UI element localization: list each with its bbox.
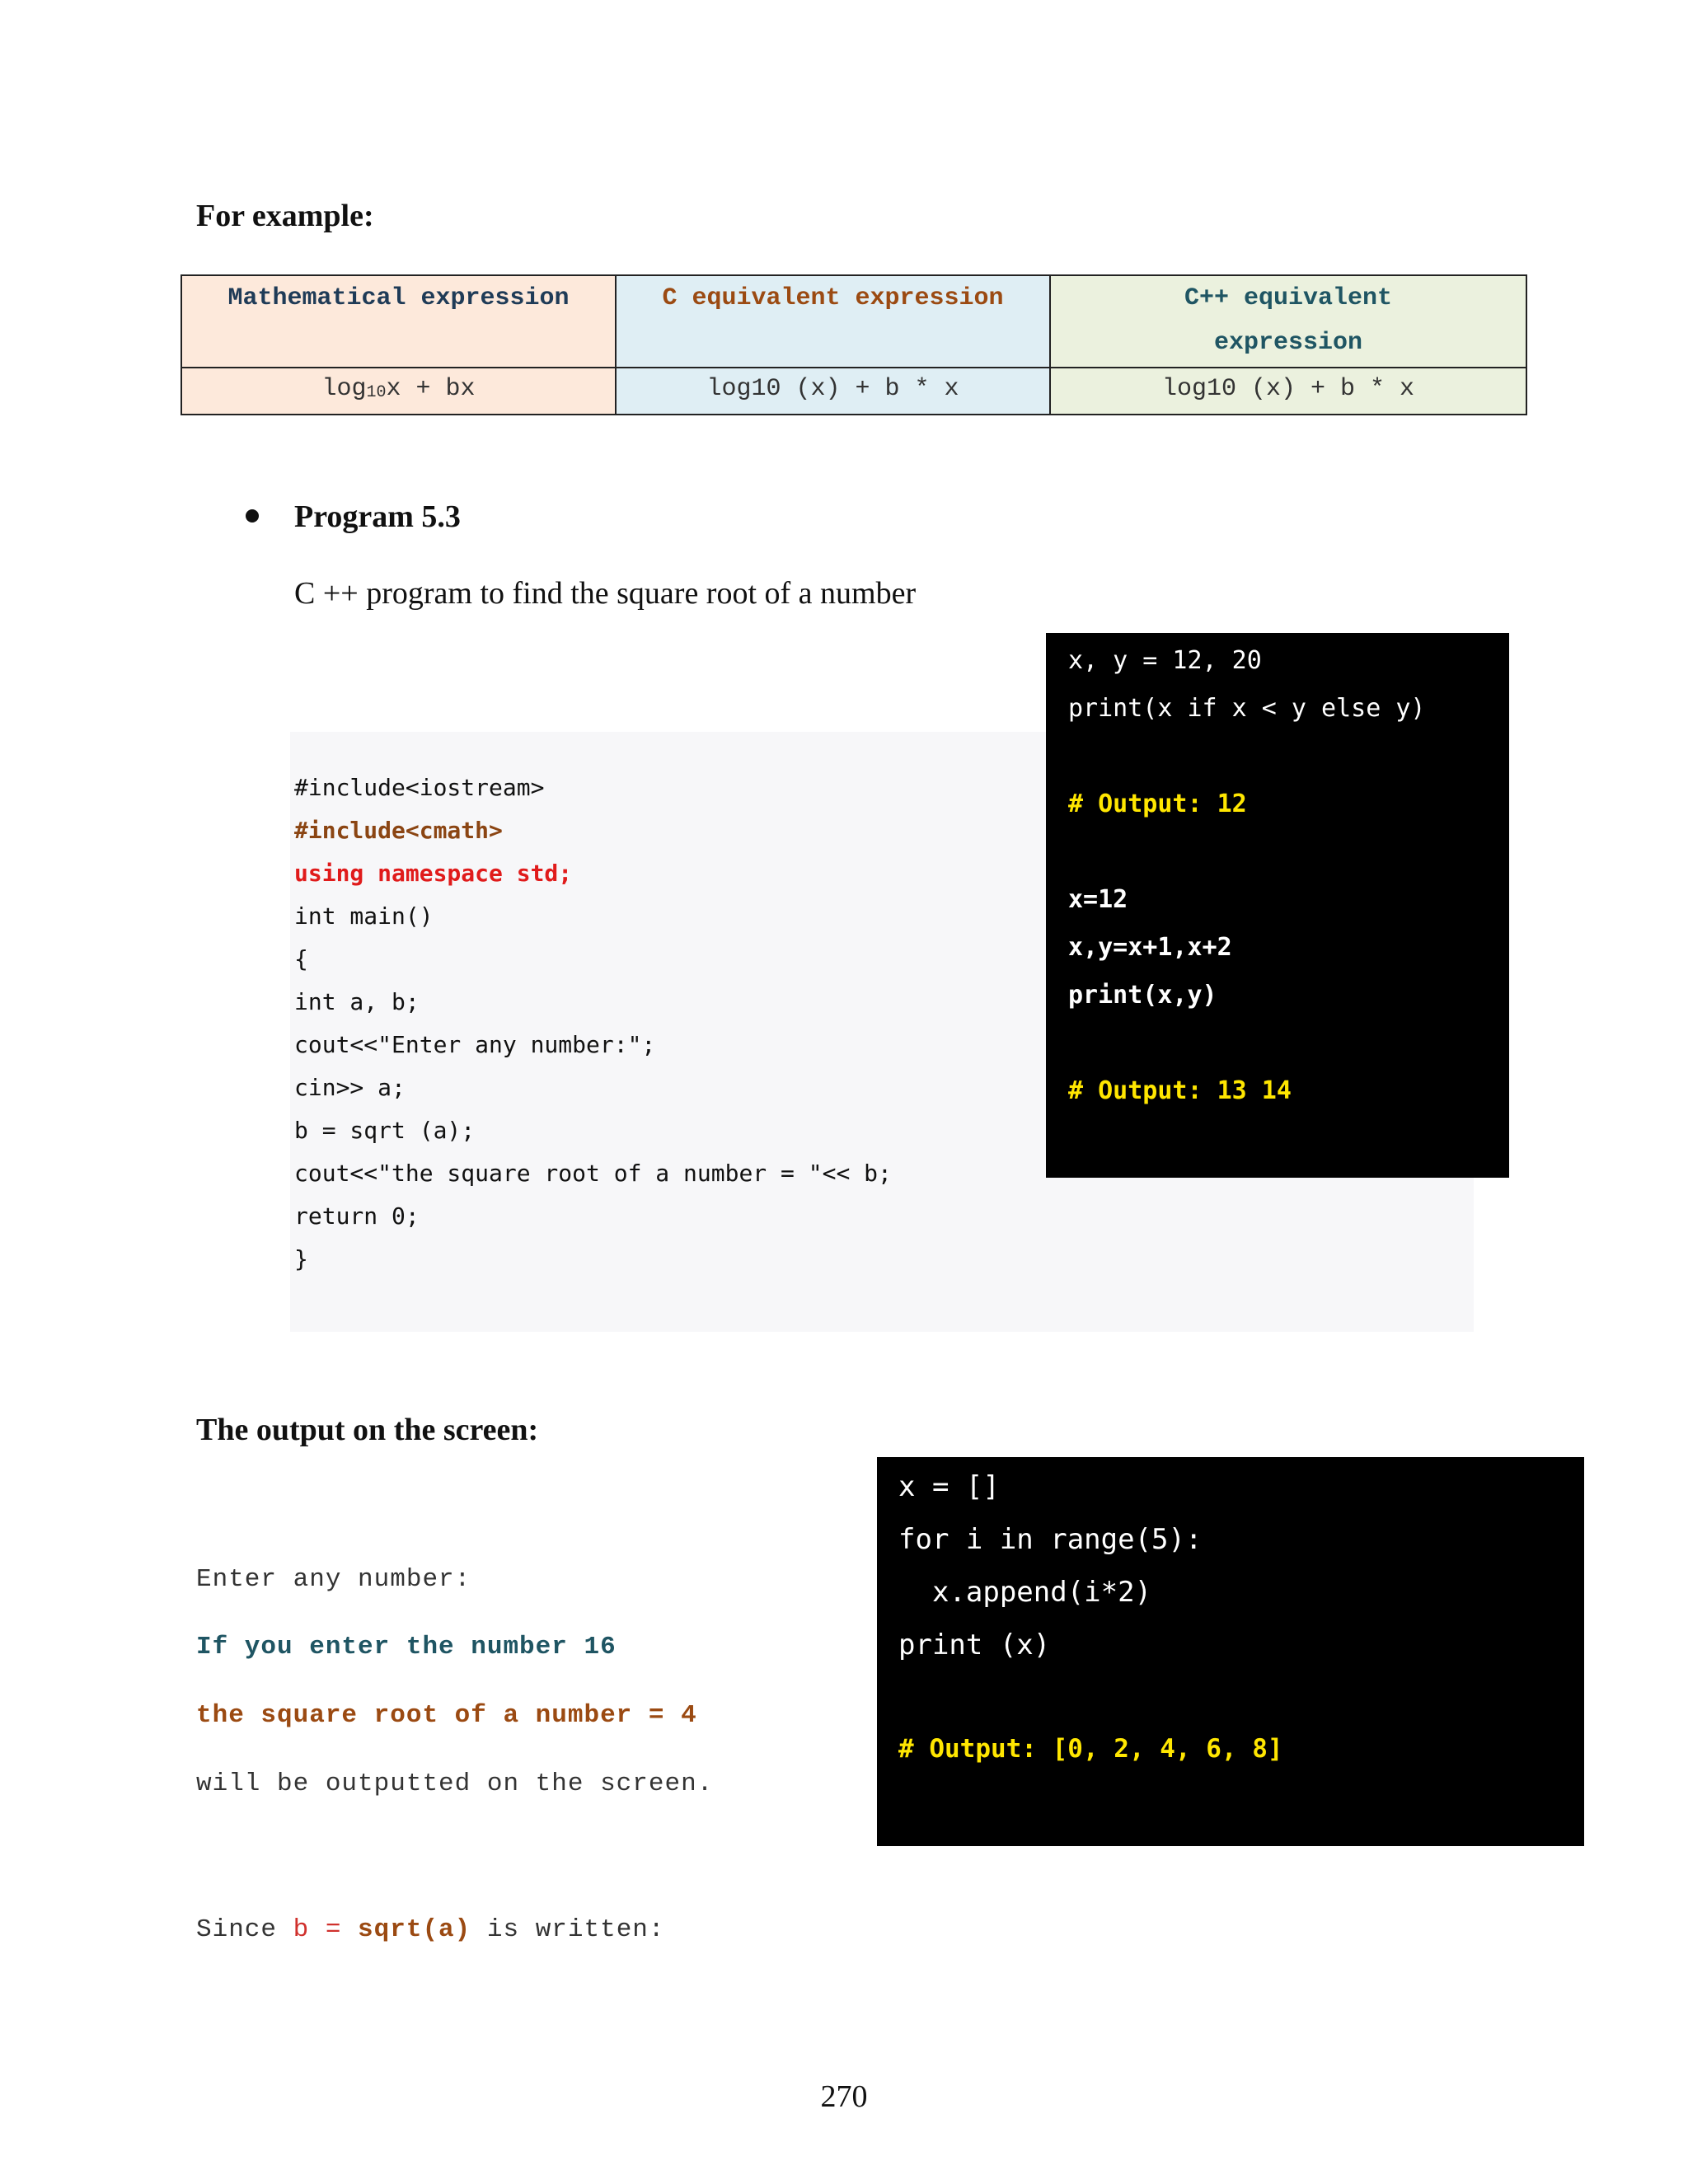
header-c-expression xyxy=(616,275,1050,368)
header-math-label: Mathematical expression xyxy=(227,284,570,312)
cell-math-expression xyxy=(181,368,616,415)
output-line-square-root: the square root of a number = 4 xyxy=(196,1701,697,1730)
header-math-expression xyxy=(181,275,616,368)
cell-cpp-expression: log10 (x) + b * x xyxy=(1050,368,1526,415)
code-line-main: int main() xyxy=(294,902,434,930)
code-line-cout-result: cout<<"the square root of a number = "<< b; xyxy=(294,1160,892,1187)
code-line-include-iostream: #include<iostream> xyxy=(294,774,545,801)
output-line-outputted: will be outputted on the screen. xyxy=(196,1769,714,1798)
code-line-cout-prompt: cout<<"Enter any number:"; xyxy=(294,1031,656,1058)
cell-c-expression: log10 (x) + b * x xyxy=(616,368,1050,415)
output-line-enter: Enter any number: xyxy=(196,1565,471,1594)
cell-math-log: log xyxy=(321,375,367,403)
py1-line-x12: x=12 xyxy=(1068,885,1128,914)
cell-math-subscript: 10 xyxy=(366,383,387,402)
bullet-icon xyxy=(246,509,259,523)
program-description: C ++ program to find the square root of a number xyxy=(294,576,917,611)
heading-for-example: For example: xyxy=(196,199,374,233)
py2-line-for: for i in range(5): xyxy=(898,1523,1203,1556)
py2-line-empty-list: x = [] xyxy=(898,1470,1000,1503)
page-number: 270 xyxy=(820,2079,868,2114)
py1-line-xy: x,y=x+1,x+2 xyxy=(1068,933,1232,962)
code-line-open-brace: { xyxy=(294,945,308,972)
cell-math-rest: x + bx xyxy=(386,375,476,403)
code-line-cin: cin>> a; xyxy=(294,1074,406,1101)
table-header-row xyxy=(181,275,1526,368)
heading-output-screen: The output on the screen: xyxy=(196,1413,539,1447)
py1-line-output-2: # Output: 13 14 xyxy=(1068,1076,1292,1105)
since-b-equals: b = xyxy=(293,1915,359,1944)
since-is-written: is written: xyxy=(471,1915,665,1944)
table-row xyxy=(181,368,1526,415)
program-title: Program 5.3 xyxy=(294,499,461,534)
since-sentence xyxy=(196,1915,665,1944)
since-sqrt: sqrt(a) xyxy=(358,1915,471,1944)
header-c-label: C equivalent expression xyxy=(662,284,1004,312)
py1-line-print: print(x if x < y else y) xyxy=(1068,694,1426,723)
header-cpp-label-2: expression xyxy=(1213,329,1363,357)
output-line-if-enter: If you enter the number 16 xyxy=(196,1633,617,1661)
code-line-sqrt: b = sqrt (a); xyxy=(294,1117,476,1144)
py2-line-print: print (x) xyxy=(898,1629,1051,1661)
code-line-return: return 0; xyxy=(294,1202,420,1230)
header-cpp-label-1: C++ equivalent xyxy=(1184,284,1393,312)
expression-comparison-table xyxy=(181,274,1527,415)
code-line-include-cmath: #include<cmath> xyxy=(294,817,503,844)
code-line-declare: int a, b; xyxy=(294,988,420,1015)
header-cpp-expression xyxy=(1050,275,1526,368)
code-line-using-namespace: using namespace std; xyxy=(294,860,573,887)
py1-line-printxy: print(x,y) xyxy=(1068,981,1217,1010)
py1-line-output-1: # Output: 12 xyxy=(1068,790,1247,818)
code-line-close-brace: } xyxy=(294,1245,308,1272)
py2-line-output: # Output: [0, 2, 4, 6, 8] xyxy=(898,1734,1283,1764)
since-text: Since xyxy=(196,1915,293,1944)
py1-line-assign: x, y = 12, 20 xyxy=(1068,646,1262,675)
py2-line-append: x.append(i*2) xyxy=(898,1576,1152,1609)
